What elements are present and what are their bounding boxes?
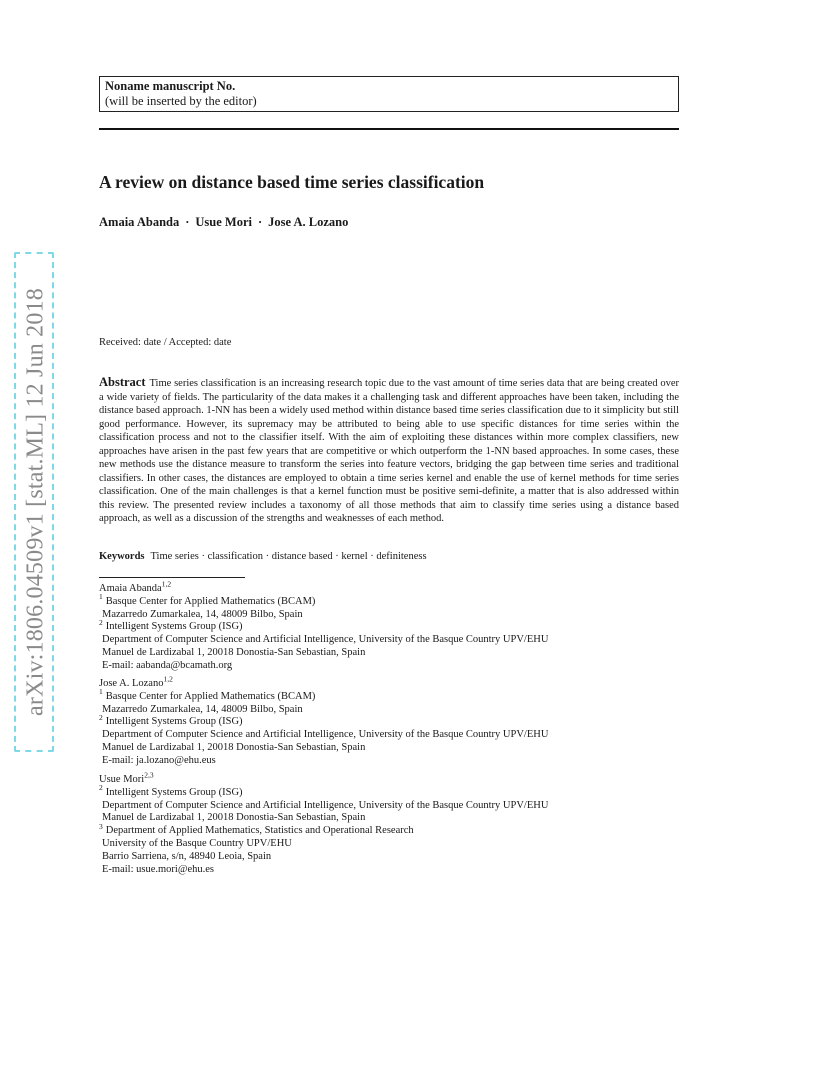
affiliation-author-sup: 1,2 bbox=[161, 579, 172, 589]
affiliation-line: Mazarredo Zumarkalea, 14, 48009 Bilbo, Spain bbox=[102, 703, 303, 715]
affiliation-author: Amaia Abanda bbox=[99, 583, 162, 594]
author-name: Jose A. Lozano bbox=[268, 215, 349, 229]
affiliation-block bbox=[99, 770, 549, 876]
affiliation-line: Manuel de Lardizabal 1, 20018 Donostia-San Sebastian, Spain bbox=[102, 646, 366, 658]
affiliation-line: Basque Center for Applied Mathematics (BCAM) bbox=[105, 690, 316, 702]
affiliation-line: Intelligent Systems Group (ISG) bbox=[105, 716, 243, 728]
author-name: Usue Mori bbox=[195, 215, 252, 229]
affiliation-line: Department of Computer Science and Artificial Intelligence, University of the Basque Country UPV/EHU bbox=[102, 799, 549, 811]
author-separator: · bbox=[258, 215, 263, 229]
author-name: Amaia Abanda bbox=[99, 215, 180, 229]
affiliation-sup: 2 bbox=[99, 617, 103, 627]
affiliation-author: Usue Mori bbox=[99, 774, 145, 785]
manuscript-number: Noname manuscript No. bbox=[105, 79, 236, 93]
affiliation-author: Jose A. Lozano bbox=[99, 678, 164, 689]
arxiv-stamp[interactable]: arXiv:1806.04509v1 [stat.ML] 12 Jun 2018 bbox=[22, 288, 49, 716]
affiliation-line: Intelligent Systems Group (ISG) bbox=[105, 786, 243, 798]
affiliation-line: Department of Computer Science and Artificial Intelligence, University of the Basque Country UPV/EHU bbox=[102, 634, 549, 646]
affiliation-sup: 2 bbox=[99, 712, 103, 722]
affiliation-sup: 2 bbox=[99, 783, 103, 793]
abstract-heading: Abstract bbox=[99, 375, 146, 389]
affiliation-line: Department of Computer Science and Artificial Intelligence, University of the Basque Country UPV/EHU bbox=[102, 729, 549, 741]
manuscript-box bbox=[99, 76, 679, 112]
affiliation-author-sup: 2,3 bbox=[144, 770, 154, 780]
received-date: Received: date / Accepted: date bbox=[99, 337, 232, 348]
affiliation-sup: 1 bbox=[99, 592, 103, 602]
affiliation-email[interactable]: E-mail: ja.lozano@ehu.eus bbox=[102, 754, 216, 766]
footnote-rule bbox=[99, 577, 245, 578]
affiliation-line: Basque Center for Applied Mathematics (BCAM) bbox=[105, 595, 316, 607]
affiliation-email[interactable]: E-mail: usue.mori@ehu.es bbox=[102, 863, 215, 875]
keywords-heading: Keywords bbox=[99, 551, 145, 562]
affiliation-block bbox=[99, 674, 549, 768]
affiliation-sup: 1 bbox=[99, 687, 103, 697]
affiliation-line: Department of Applied Mathematics, Statistics and Operational Research bbox=[105, 825, 414, 837]
author-separator: · bbox=[185, 215, 190, 229]
affiliation-sup: 3 bbox=[99, 821, 103, 831]
abstract bbox=[99, 376, 679, 526]
affiliation-line: University of the Basque Country UPV/EHU bbox=[102, 837, 292, 849]
affiliation-author-sup: 1,2 bbox=[163, 674, 173, 684]
abstract-text: Time series classification is an increasing research topic due to the vast amount of time series data that are being created over a wide variety of fields. The particularity of the data makes it a challenging task and different approaches have been taken, including the distance based approach. 1-NN has been a widely used method within distance based time series classification due to it simplicity but still good performance. However, its supremacy may be attributed to being able to use specific distances for time series within the classification process and not to the classifier itself. With the aim of exploiting these distances within more complex classifiers, new approaches have arisen in the past few years that are competitive or which outperform the 1-NN based approaches. In some cases, these new methods use the distance measure to transform the series into feature vectors, bridging the gap between time series and traditional classifiers. In other cases, the distances are employed to obtain a time series kernel and enable the use of kernel methods for time series classification. One of the main challenges is that a kernel function must be positive semi-definite, a matter that is also addressed within this review. The presented review includes a taxonomy of all those methods that aim to classify time series using a distance based approach, as well as a discussion of the strengths and weaknesses of each method. bbox=[99, 378, 679, 524]
affiliation-line: Mazarredo Zumarkalea, 14, 48009 Bilbo, Spain bbox=[102, 608, 303, 620]
editor-note: (will be inserted by the editor) bbox=[105, 94, 257, 108]
affiliation-line: Intelligent Systems Group (ISG) bbox=[105, 621, 243, 633]
keywords-text: Time series · classification · distance based · kernel · definiteness bbox=[150, 551, 427, 562]
author-list bbox=[99, 215, 348, 230]
affiliation-line: Barrio Sarriena, s/n, 48940 Leoia, Spain bbox=[102, 850, 272, 862]
paper-title: A review on distance based time series classification bbox=[99, 172, 485, 192]
header-rule bbox=[99, 128, 679, 130]
affiliation-email[interactable]: E-mail: aabanda@bcamath.org bbox=[102, 659, 233, 671]
keywords bbox=[99, 551, 427, 562]
affiliation-block bbox=[99, 579, 549, 673]
affiliation-line: Manuel de Lardizabal 1, 20018 Donostia-San Sebastian, Spain bbox=[102, 741, 366, 753]
affiliation-line: Manuel de Lardizabal 1, 20018 Donostia-San Sebastian, Spain bbox=[102, 812, 366, 824]
